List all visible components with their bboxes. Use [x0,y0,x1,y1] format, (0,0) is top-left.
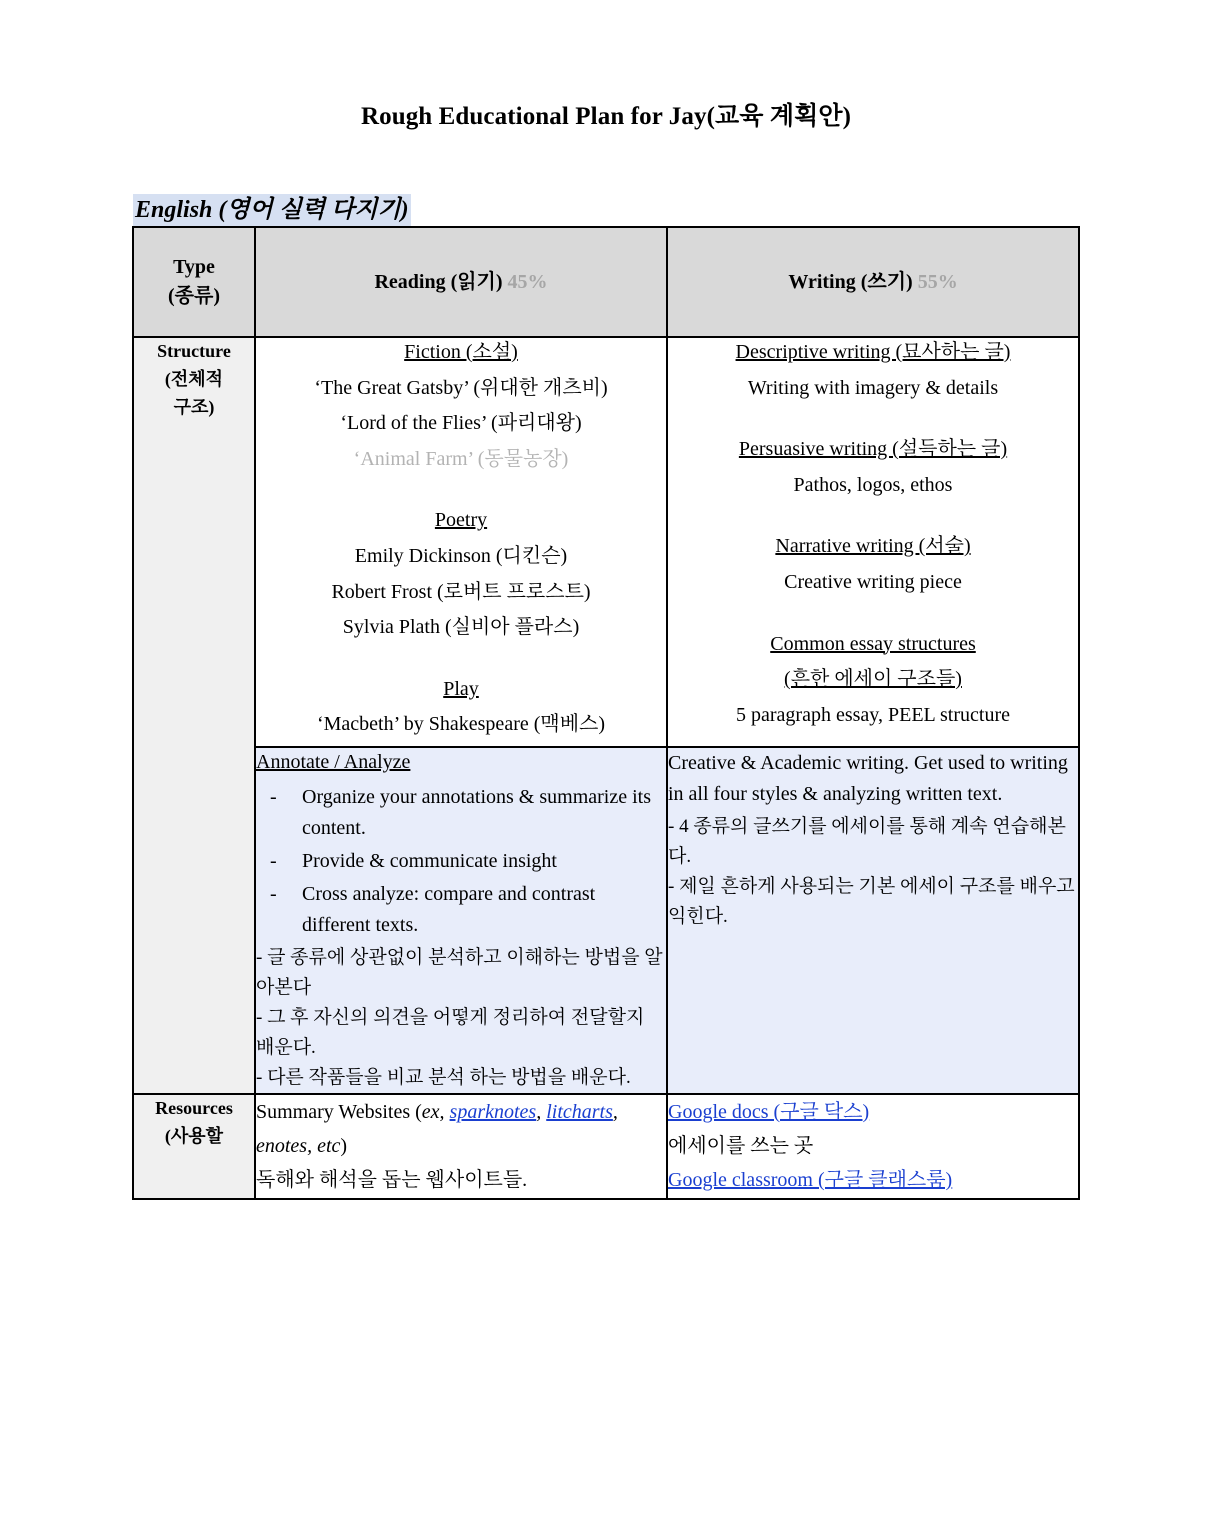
bullet-dash: - [270,849,277,872]
reading-poetry-item: Robert Frost (로버트 프로스트) [331,580,591,603]
reading-fiction-heading: Fiction (소설) [404,341,518,363]
resources-label-en: Resources [155,1097,233,1118]
table-row-resources [133,1094,1079,1199]
bullet-dash: - [270,785,277,808]
cell-writing-structure [667,337,1079,747]
structure-label-ko-1: (전체적 [164,368,224,389]
list-item [256,846,666,877]
header-writing-label: Writing (쓰기) [788,270,918,293]
writing-section-detail: Writing with imagery & details [747,376,999,399]
cell-reading-annotate [255,747,667,1094]
writing-section-heading: Persuasive writing (설득하는 글) [738,438,1008,461]
annotate-korean-line: - 다른 작품들을 비교 분석 하는 방법을 배운다. [256,1066,631,1088]
header-cell-type [133,227,255,337]
header-type-ko: (종류) [168,285,220,307]
link-google-classroom[interactable]: Google classroom (구글 클래스룸) [668,1169,953,1192]
row-label-structure [133,337,255,1094]
structure-label-ko-2: 구조) [173,396,215,417]
annotate-korean-line: - 그 후 자신의 의견을 어떻게 정리하여 전달할지 배운다. [256,1006,645,1058]
writing-practice-korean-line: - 제일 흔하게 사용되는 기본 에세이 구조를 배우고 익힌다. [668,876,1075,928]
bullet-text: Provide & communicate insight [302,849,557,872]
header-writing-percent: 55% [917,270,958,293]
header-cell-writing [667,227,1079,337]
writing-practice-korean-line: - 4 종류의 글쓰기를 에세이를 통해 계속 연습해본다. [668,816,1066,868]
header-cell-reading [255,227,667,337]
education-plan-table [132,226,1080,1200]
annotate-heading: Annotate / Analyze [256,750,411,773]
writing-resources-line [668,1095,1078,1129]
annotate-korean-line: - 글 종류에 상관없이 분석하고 이해하는 방법을 알아본다 [256,946,663,998]
row-label-resources [133,1094,255,1199]
link-google-docs[interactable]: Google docs (구글 닥스) [668,1100,870,1123]
subject-heading-row [0,132,1212,227]
writing-section-detail: 5 paragraph essay, PEEL structure [736,703,1010,726]
summary-websites-ex: ex, [421,1100,450,1123]
summary-websites-suffix: ) [340,1135,348,1157]
spacer [668,604,1078,630]
reading-resources-korean: 독해와 해석을 돕는 웹사이트들. [256,1169,528,1192]
reading-play-heading: Play [443,677,479,700]
reading-poetry-heading: Poetry [434,509,488,532]
link-litcharts[interactable]: litcharts [546,1100,613,1123]
writing-section-detail: Pathos, logos, ethos [793,473,953,496]
reading-fiction-item: ‘The Great Gatsby’ (위대한 개츠비) [314,376,608,399]
cell-writing-practice [667,747,1079,1094]
summary-websites-prefix: Summary Websites ( [256,1100,422,1123]
writing-section-heading: Common essay structures [770,632,976,655]
bullet-text: Cross analyze: compare and contrast different texts. [302,882,596,936]
cell-reading-structure [255,337,667,747]
structure-label-en: Structure [157,341,231,361]
writing-resources-korean: 에세이를 쓰는 곳 [668,1135,814,1157]
list-item [256,782,666,844]
writing-resources-line [668,1163,1078,1197]
list-item [256,879,666,941]
link-sparknotes[interactable]: sparknotes [449,1100,537,1123]
spacer [256,480,666,506]
spacer [668,409,1078,435]
reading-fiction-item-muted: ‘Animal Farm’ (동물농장) [353,447,569,470]
reading-fiction-item: ‘Lord of the Flies’ (파리대왕) [340,412,582,435]
bullet-dash: - [270,882,277,905]
separator: , [536,1100,547,1123]
reading-poetry-item: Emily Dickinson (디킨슨) [354,544,568,567]
spacer [668,506,1078,532]
separator: , [612,1100,618,1123]
header-reading-percent: 45% [507,270,548,293]
writing-section-heading: Descriptive writing (묘사하는 글) [735,341,1011,363]
writing-section-heading: Narrative writing (서술) [775,535,971,558]
header-type-en: Type [173,256,215,278]
cell-reading-resources [255,1094,667,1199]
spacer [256,649,666,675]
table-row-structure-bottom [133,747,1079,1094]
annotate-bullet-list [256,782,666,941]
reading-poetry-item: Sylvia Plath (실비아 플라스) [342,616,580,639]
table-row-structure-top [133,337,1079,747]
writing-section-detail: Creative writing piece [784,570,962,593]
writing-practice-paragraph: Creative & Academic writing. Get used to writing in all four styles & analyzing written text. [668,751,1068,806]
table-header-row [133,227,1079,337]
summary-websites-suffix-italic: enotes, etc [256,1135,341,1157]
writing-section-heading-ko: (흔한 에세이 구조들) [784,668,962,691]
resources-label-ko: (사용할 [164,1125,224,1146]
reading-play-item: ‘Macbeth’ by Shakespeare (맥베스) [316,713,606,736]
bullet-text: Organize your annotations & summarize its content. [302,785,651,839]
subject-heading: English (영어 실력 다지기) [133,194,411,227]
reading-resources-line [256,1095,666,1164]
page-title: Rough Educational Plan for Jay(교육 계획안) [360,103,852,130]
cell-writing-resources [667,1094,1079,1199]
header-reading-label: Reading (읽기) [374,270,508,293]
